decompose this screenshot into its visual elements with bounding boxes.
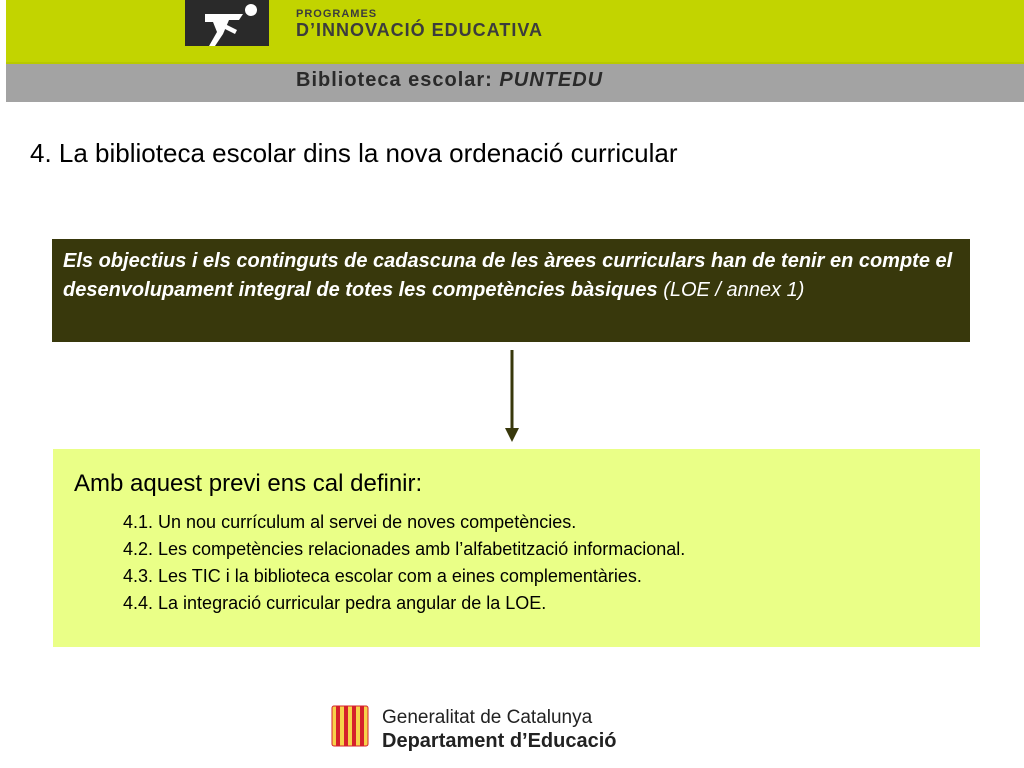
objectives-text: Els objectius i els continguts de cadascuna de les àrees curriculars han de tenir en compte el desenvolupament integral de totes les competències bàsiques bbox=[63, 250, 953, 301]
list-item: 4.3. Les TIC i la biblioteca escolar com a eines complementàries. bbox=[123, 566, 642, 586]
programs-label-big: D’INNOVACIÓ EDUCATIVA bbox=[296, 20, 544, 40]
page-title: 4. La biblioteca escolar dins la nova ordenació curricular bbox=[30, 138, 678, 168]
programs-label-small: PROGRAMES bbox=[296, 8, 378, 20]
list-item: 4.1. Un nou currículum al servei de noves competències. bbox=[123, 512, 577, 532]
running-figure-logo bbox=[185, 0, 269, 46]
objectives-reference: (LOE / annex 1) bbox=[657, 279, 805, 301]
banner-title bbox=[296, 68, 603, 92]
footer-department: Departament d’Educació bbox=[382, 730, 617, 752]
down-arrow-icon bbox=[500, 350, 524, 444]
list-item: 4.2. Les competències relacionades amb l’alfabetització informacional. bbox=[123, 539, 686, 559]
banner-title-plain: Biblioteca escolar: bbox=[296, 69, 493, 91]
header-banner bbox=[0, 0, 1024, 100]
objectives-box bbox=[52, 239, 970, 342]
banner-title-italic: PUNTEDU bbox=[499, 69, 604, 91]
definitions-intro: Amb aquest previ ens cal definir: bbox=[74, 470, 423, 497]
list-item: 4.4. La integració curricular pedra angular de la LOE. bbox=[123, 593, 547, 613]
generalitat-logo-icon bbox=[330, 704, 370, 748]
definitions-box bbox=[53, 449, 980, 647]
running-figure-icon bbox=[185, 0, 269, 46]
definitions-list bbox=[123, 509, 685, 617]
footer-generalitat: Generalitat de Catalunya bbox=[382, 707, 593, 728]
